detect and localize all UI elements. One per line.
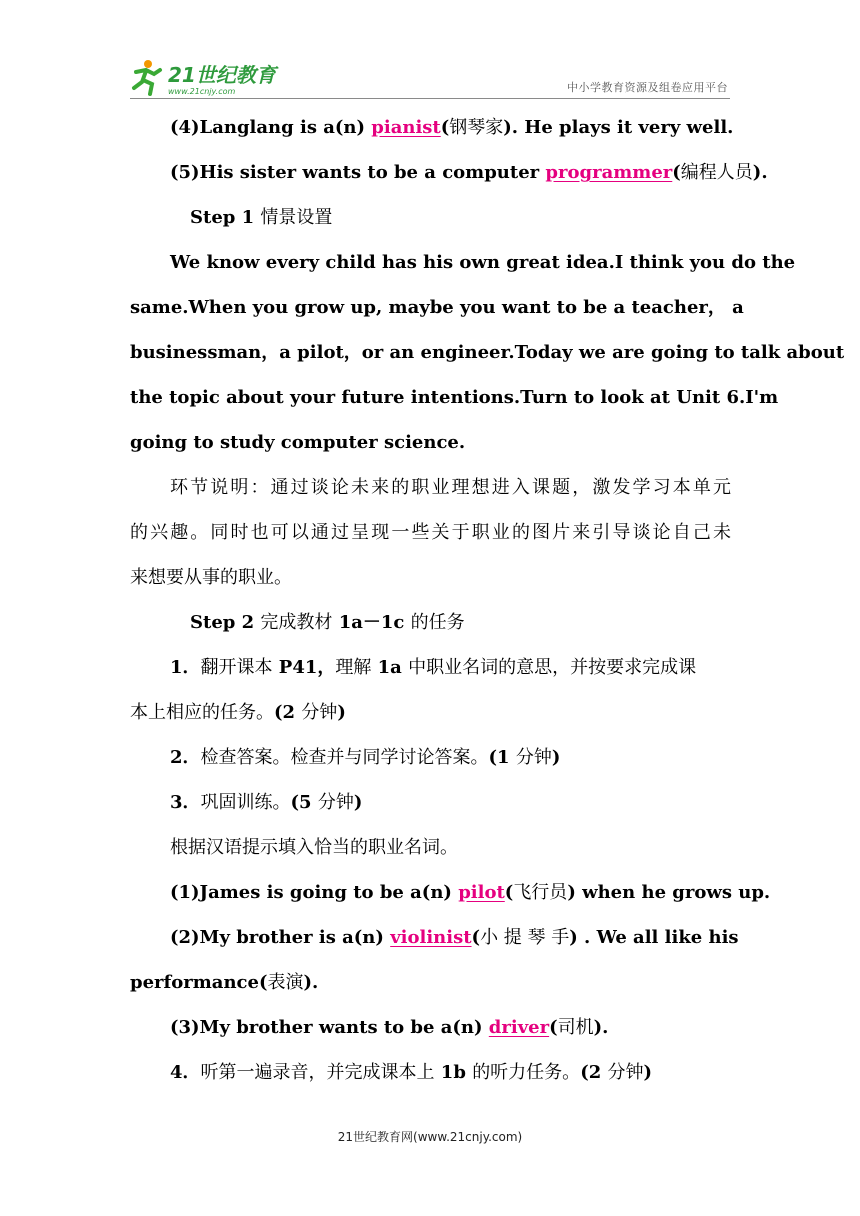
exercise-line-2-cont: performance(表演).: [130, 972, 319, 993]
step-1-heading: Step 1 情景设置: [190, 207, 333, 228]
header-tagline: 中小学教育资源及组卷应用平台: [567, 81, 728, 94]
step-2-heading: Step 2 完成教材 1a－1c 的任务: [190, 612, 465, 633]
page-header: [0, 0, 860, 100]
svg-text:www.21cnjy.com: www.21cnjy.com: [168, 87, 236, 96]
paragraph-line: We know every child has his own great idea.I think you do the: [170, 252, 796, 273]
task-line-4: 4．听第一遍录音，并完成课本上 1b 的听力任务。(2 分钟): [170, 1062, 653, 1083]
exercise-line-5: (5)His sister wants to be a computer programmer(编程人员).: [170, 162, 768, 183]
task-line-2: 2．检查答案。检查并与同学讨论答案。(1 分钟): [170, 747, 561, 768]
task-line-1-cont: 本上相应的任务。(2 分钟): [130, 702, 346, 723]
task-line-3: 3．巩固训练。(5 分钟): [170, 792, 363, 813]
note-line: 的兴趣。同时也可以通过呈现一些关于职业的图片来引导谈论自己未: [130, 522, 731, 543]
note-line: 环节说明：通过谈论未来的职业理想进入课题，激发学习本单元: [170, 477, 731, 498]
paragraph-line: the topic about your future intentions.Turn to look at Unit 6.I'm: [130, 387, 779, 408]
answer-pilot: pilot: [458, 882, 505, 903]
running-man-icon: [134, 60, 160, 94]
answer-driver: driver: [488, 1017, 550, 1038]
answer-pianist: pianist: [371, 117, 441, 138]
note-line: 来想要从事的职业。: [130, 567, 292, 588]
page-footer: 21世纪教育网(www.21cnjy.com): [337, 1130, 523, 1144]
header-divider: [130, 98, 730, 99]
exercise-line-2: (2)My brother is a(n) violinist(小 提 琴 手) . We all like his: [170, 927, 739, 948]
paragraph-line: same.When you grow up, maybe you want to be a teacher， a: [130, 297, 744, 318]
task-line-1: 1．翻开课本 P41，理解 1a 中职业名词的意思，并按要求完成课: [170, 657, 697, 678]
exercise-line-3: (3)My brother wants to be a(n) driver(司机).: [170, 1017, 609, 1038]
document-body: [130, 110, 845, 1100]
instruction-line: 根据汉语提示填入恰当的职业名词。: [170, 837, 458, 858]
exercise-line-1: (1)James is going to be a(n) pilot(飞行员) when he grows up.: [170, 882, 771, 903]
logo: [130, 58, 290, 98]
answer-violinist: violinist: [390, 927, 472, 948]
exercise-line-4: (4)Langlang is a(n) pianist(钢琴家). He plays it very well.: [170, 117, 734, 138]
answer-programmer: programmer: [545, 162, 673, 183]
paragraph-line: businessman，a pilot，or an engineer.Today we are going to talk about: [130, 342, 845, 363]
svg-text:21世纪教育: 21世纪教育: [168, 63, 276, 87]
paragraph-line: going to study computer science.: [130, 432, 466, 453]
